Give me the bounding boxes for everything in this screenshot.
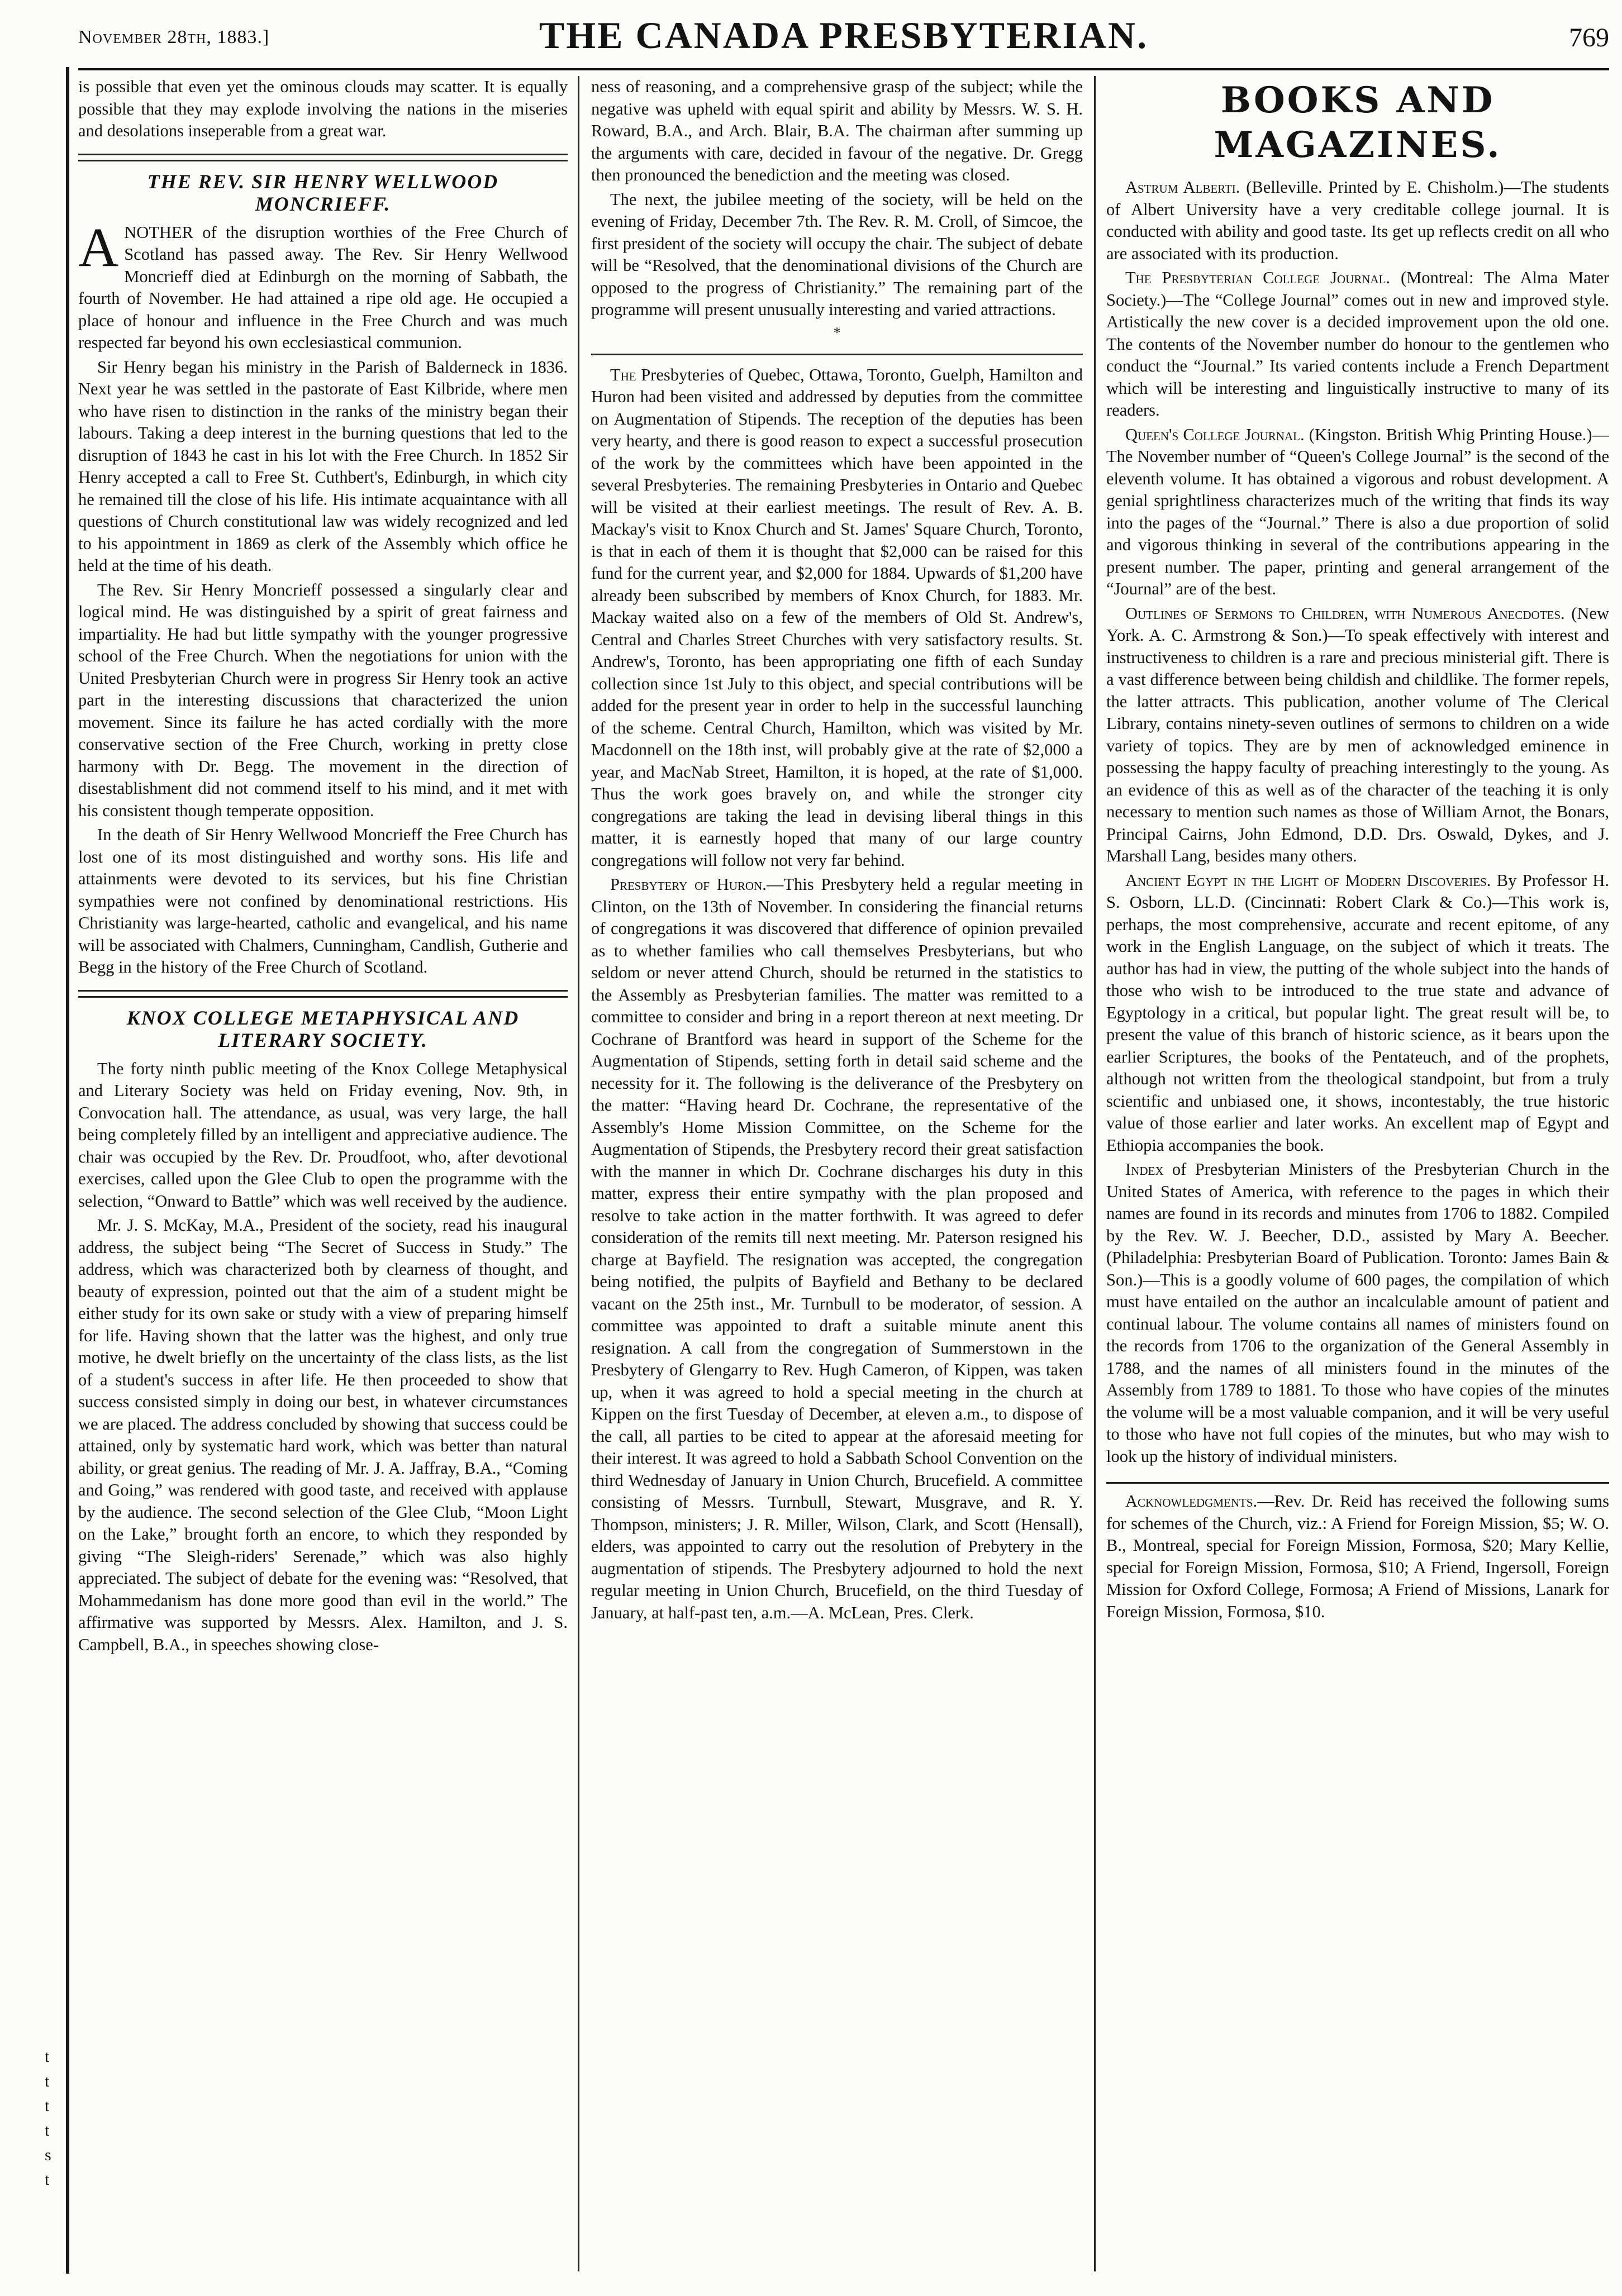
masthead-title: THE CANADA PRESBYTERIAN.: [539, 14, 1149, 56]
margin-mark: t: [45, 2072, 50, 2090]
lead-in: The: [610, 365, 636, 384]
margin-mark: t: [45, 2097, 50, 2115]
article-title-knox-college: KNOX COLLEGE METAPHYSICAL AND LITERARY SOCIETY.: [126, 1006, 520, 1051]
article-paragraph: Mr. J. S. McKay, M.A., President of the society, read his inaugural address, the subject being “The Secret of Success in Study.” The address, which was characterized both by clearness of thought, and beauty of expression, pointed out that the aim of a student might be either study for its own sake or study with a view of preparing himself for life. Having shown that the latter was the highest, and only true motive, he dwelt briefly on the uncertainty of the class lists, as the list of a student's success in after life. He then proceeded to show that success consisted simply in doing our best, in whatever circumstances we are placed. The address concluded by showing that success could be attained, only by systematic hard work, which was better than natural ability, or great genius. The reading of Mr. J. A. Jaffray, B.A., “Coming and Going,” was rendered with good taste, and received with applause by the audience. The second selection of the Glee Club, “Moon Light on the Lake,” brought forth an encore, to which they responded by giving “The Sleigh-riders' Serenade,” which was also highly appreciated. The subject of debate for the evening was: “Resolved, that Mohammedanism has done more good than evil in the world.” The affirmative was supported by Messrs. Alex. Hamilton, and J. S. Campbell, B.A., in speeches showing close-: [78, 1216, 568, 1654]
column-right: [1106, 76, 1609, 2271]
article-paragraph: [78, 216, 568, 354]
acknowledgments-text: —Rev. Dr. Reid has received the following sums for schemes of the Church, viz.: A Friend for Foreign Mission, $5; W. O. B., Montreal, special for Foreign Mission, Formosa, $20; Mary Kellie, special for Foreign Mission, Formosa, $10; A Friend, Ingersoll, Foreign Mission for Oxford College, Formosa; A Friend of Missions, Lanark for Foreign Mission, Formosa, $10.: [1106, 1492, 1609, 1621]
acknowledgments-paragraph: [1106, 1490, 1609, 1623]
paragraph-text: —This Presbytery held a regular meeting in Clinton, on the 13th of November. In considering the financial returns of congregations it was discovered that difference of opinion prevailed as to whether families who call themselves Presbyterians, but who seldom or never attend Church, should be returned in the statistics to the Assembly as Presbyterian families. The matter was remitted to a committee to consider and bring in a report thereon at next meeting. Dr Cochrane of Brantford was heard in support of the Scheme for the Augmentation of Stipends, setting forth in detail said scheme and the necessity for it. The following is the deliverance of the Presbytery on the matter: “Having heard Dr. Cochrane, the representative of the Assembly's Home Mission Committee, on the Scheme for the Augmentation of Stipends, the Presbytery record their great satisfaction with the manner in which Dr. Cochrane discharges his duty in this matter, express their entire sympathy with the plan proposed and resolve to take action in the matter forthwith. It was agreed to defer consideration of the remits till next meeting. Mr. Paterson resigned his charge at Bayfield. The resignation was accepted, the congregation being notified, the pulpits of Bayfield and Bethany to be declared vacant on the 25th inst., Mr. Turnbull to be moderator, of session. A committee was appointed to draft a suitable minute anent this resignation. A call from the congregation of Summerstown in the Presbytery of Glengarry to Rev. Hugh Cameron, of Kippen, was taken up, when it was agreed to hold a special meeting in the church at Kippen on the first Tuesday of December, at eleven a.m., to dispose of the call, all parties to be cited to appear at the aforesaid meeting for their interest. It was agreed to hold a Sabbath School Convention on the third Wednesday of January in Union Church, Brucefield. A committee consisting of Messrs. Turnbull, Stewart, Musgrave, and R. Y. Thompson, ministers; J. R. Miller, Wilson, Clark, and Scott (Hensall), elders, was appointed to carry out the resolution of Prebytery in the augmentation of stipends. The Presbytery adjourned to hold the next regular meeting in Union Church, Brucefield, on the third Tuesday of January, at half-past ten, a.m.—A. McLean, Pres. Clerk.: [591, 875, 1083, 1622]
margin-marks: [45, 2045, 51, 2192]
review-text: (Kingston. British Whig Printing House.)—The November number of “Queen's College Journal” is the second of the eleventh volume. It has obtained a vigorous and robust development. A genial sprightliness characterizes much of the writing that finds its way into the pages of the “Journal.” There is also a due proportion of solid and vigorous thinking in several of the contributions appearing in the present number. The paper, printing and general arrangement of the “Journal” are of the best.: [1106, 425, 1609, 598]
header-date: November 28th, 1883.]: [78, 27, 270, 47]
column-middle: [591, 76, 1083, 2271]
review-entry: [1106, 424, 1609, 601]
review-text: (Belleville. Printed by E. Chisholm.)—The students of Albert University have a very creditable college journal. It is conducted with ability and good taste. Its get up reflects credit on all who are associated with its production.: [1106, 178, 1609, 263]
article-paragraph: The Rev. Sir Henry Moncrieff possessed a singularly clear and logical mind. He was distinguished by a spirit of great fairness and impartiality. He had but little sympathy with the younger progressive school of the Free Church. When the negotiations for union with the United Presbyterian Church were in progress Sir Henry took an active part in the interesting discussions that characterized the union movement. Since its failure he has acted cordially with the more conservative section of the Free Church, working in pretty close harmony with Dr. Begg. The movement in the direction of disestablishment did not commend itself to his mind, and it met with his consistent though temperate opposition.: [78, 580, 568, 820]
review-title: Astrum Alberti.: [1125, 178, 1240, 197]
section-rule: [591, 354, 1083, 355]
acknowledgments-title: Acknowledgments.: [1125, 1492, 1258, 1511]
article-paragraph: Sir Henry began his ministry in the Parish of Balderneck in 1836. Next year he was settled in the pastorate of East Kilbride, where men who have risen to distinction in the ranks of the ministry began their labours. Taking a deep interest in the burning questions that led to the disruption of 1843 he cast in his lot with the Free Church. In 1852 Sir Henry accepted a call to Free St. Cuthbert's, Edinburgh, in which city he remained till the close of his life. His intimate acquaintance with all questions of Church constitutional law was widely recognized and led to his appointment in 1869 as clerk of the Assembly which office he held at the time of his death.: [78, 357, 568, 575]
binding-edge: [66, 67, 69, 2274]
lead-in: Presbytery of Huron.: [610, 875, 767, 894]
review-entry: [1106, 267, 1609, 422]
article-paragraph: The next, the jubilee meeting of the society, will be held on the evening of Friday, December 7th. The Rev. R. M. Croll, of Simcoe, the first president of the society will occupy the chair. The subject of debate will be “Resolved, that the denominational divisions of the Church are opposed to the progress of Christianity.” The remaining part of the programme will present unusually interesting and varied attractions.: [591, 189, 1083, 319]
section-rule: [78, 154, 568, 161]
article-paragraph: [591, 364, 1083, 872]
review-text: (New York. A. C. Armstrong & Son.)—To speak effectively with interest and instructiveness to children is a rare and precious ministerial gift. There is a vast difference between being childish and childlike. The former repels, the latter attracts. This publication, another volume of The Clerical Library, contains ninety-seven outlines of sermons to children on a wide variety of topics. They are by men of acknowledged eminence in possessing the happy faculty of preaching interestingly to the young. As an evidence of this as well as of the character of the teaching it is only necessary to mention such names as those of William Arnot, the Bonars, Principal Cairns, John Edmond, D.D. Drs. Oswald, Dykes, and J. Marshall Lang, besides many others.: [1106, 603, 1609, 865]
margin-mark: t: [45, 2047, 50, 2066]
column-divider: [578, 76, 579, 2271]
acknowledgments-block: [1106, 1482, 1609, 1623]
review-entry: [1106, 177, 1609, 265]
page-number: 769: [1569, 23, 1609, 53]
review-title: The Presbyterian College Journal.: [1125, 268, 1391, 287]
article-paragraph: The forty ninth public meeting of the Knox College Metaphysical and Literary Society was held on Friday evening, Nov. 9th, in Convocation hall. The attendance, as usual, was very large, the hall being completely filled by an intelligent and appreciative audience. The chair was occupied by the Rev. Dr. Proudfoot, who, after devotional exercises, called upon the Glee Club to open the programme with the selection, “Onward to Battle” which was well received by the audience.: [78, 1059, 568, 1211]
intro-paragraph: is possible that even yet the ominous clouds may scatter. It is equally possible that they may explode involving the nations in the miseries and desolations inseperable from a great war.: [78, 77, 568, 140]
review-text: By Professor H. S. Osborn, LL.D. (Cincinnati: Robert Clark & Co.)—This work is, perhaps, the most comprehensive, accurate and recent epitome, of any work in the English Language, on the subject of which it treats. The author has had in view, the putting of the whole subject into the hands of those who wish to be introduced to the true state and advance of Egyptology in a critical, but popular light. The great result will be, to present the value of this branch of historic science, as it bears upon the earlier Scriptures, the books of the Pentateuch, and of the prophets, although not written from the theological standpoint, but from a truly scientific and unbiased one, it shows, incontestably, the true historic value of those earlier and later works. An excellent map of Egypt and Ethiopia accompanies the book.: [1106, 870, 1609, 1155]
margin-mark: s: [45, 2146, 51, 2164]
column-left: [78, 76, 568, 2271]
review-entry: [1106, 603, 1609, 868]
review-title: Queen's College Journal.: [1125, 425, 1305, 444]
column-divider: [1094, 76, 1096, 2271]
margin-mark: t: [45, 2121, 50, 2140]
paragraph-text: NOTHER of the disruption worthies of the Free Church of Scotland has passed away. The Rev. Sir Henry Wellwood Moncrieff died at Edinburgh on the morning of Sabbath, the fourth of November. He had attained a ripe old age. He occupied a place of honour and influence in the Free Church and was much respected far beyond his own ecclesiastical communion.: [78, 222, 568, 352]
article-paragraph: ness of reasoning, and a comprehensive grasp of the subject; while the negative was upheld with equal spirit and ability by Messrs. W. S. H. Roward, B.A., and Arch. Blair, B.A. The chairman after summing up the arguments with care, decided in favour of the negative. Dr. Gregg then pronounced the benediction and the meeting was closed.: [591, 77, 1083, 184]
books-magazines-heading: BOOKS AND MAGAZINES.: [1214, 79, 1502, 166]
page-header: [78, 10, 1609, 66]
review-entry: [1106, 1159, 1609, 1468]
review-text: of Presbyterian Ministers of the Presbyterian Church in the United States of America, with reference to the pages in which their names are found in its records and minutes from 1706 to 1882. Compiled by the Rev. W. J. Beecher, D.D., assisted by Mary A. Beecher. (Philadelphia: Presbyterian Board of Publication. Toronto: James Bain & Son.)—This is a goodly volume of 600 pages, the compilation of which must have entailed on the author an incalculable amount of patient and continual labour. The volume contains all names of ministers found on the records from 1706 to the organization of the General Assembly in 1788, and the names of all ministers found in the minutes of the Assembly from 1789 to 1881. To those who have copies of the minutes the volume will be a most valuable companion, and it will be very useful to those who have not full copies of the minutes, but who may wish to look up the history of individual ministers.: [1106, 1160, 1609, 1466]
article-paragraph: [591, 874, 1083, 1624]
article-title-moncrieff: THE REV. SIR HENRY WELLWOOD MONCRIEFF.: [147, 170, 499, 215]
review-text: (Montreal: The Alma Mater Society.)—The “College Journal” comes out in new and improved style. Artistically the new cover is a decided improvement upon the old one. The contents of the November number do honour to the gentlemen who conduct the “Journal.” Its varied contents include a French Department which will be interesting and linguistically instructive to many of its readers.: [1106, 268, 1609, 420]
paragraph-text: Presbyteries of Quebec, Ottawa, Toronto, Guelph, Hamilton and Huron had been visited and addressed by deputies from the committee on Augmentation of Stipends. The reception of the deputies has been very hearty, and there is good reason to expect a successful prosecution of the work by the committees which have been appointed in the several Presbyteries. The remaining Presbyteries in Ontario and Quebec will be visited at their earliest meetings. The result of Rev. A. B. Mackay's visit to Knox Church and St. James' Square Church, Toronto, is that in each of them it is thought that $2,000 can be raised for this fund for the current year, and $2,000 for 1884. Upwards of $1,200 have already been subscribed by members of Knox Church, for 1883. Mr. Mackay waited also on a few of the members of Old St. Andrew's, Central and Charles Street Churches with very satisfactory results. St. Andrew's, Toronto, has been appropriating one fifth of each Sunday collection since 1st July to this object, and special contributions will be added for the present year in order to help in the successful launching of the scheme. Central Church, Hamilton, which was visited by Mr. Macdonnell on the 18th inst, will probably give at the rate of $2,000 a year, and MacNab Street, Hamilton, it is hoped, at the rate of $1,000. Thus the work goes bravely on, and while the stronger city congregations are taking the lead in devising liberal things in this matter, it is earnestly hoped that many of our large country congregations will follow not very far behind.: [591, 365, 1083, 870]
section-divider-star: *: [833, 324, 841, 341]
article-paragraph: In the death of Sir Henry Wellwood Moncrieff the Free Church has lost one of its most distinguished and worthy sons. His life and attainments were devoted to its services, but his fine Christian sympathies were not confined by denominational restrictions. His Christianity was large-hearted, catholic and evangelical, and his name will be associated with Chalmers, Cunningham, Candlish, Gutherie and Begg in the history of the Free Church of Scotland.: [78, 825, 568, 976]
review-title: Index: [1125, 1160, 1164, 1179]
section-rule: [78, 990, 568, 998]
review-title: Outlines of Sermons to Children, with Numerous Anecdotes.: [1125, 603, 1565, 623]
margin-mark: t: [45, 2170, 50, 2189]
review-entry: [1106, 870, 1609, 1157]
drop-cap: A: [78, 216, 119, 278]
header-rule: [78, 68, 1609, 70]
review-title: Ancient Egypt in the Light of Modern Discoveries.: [1125, 870, 1491, 890]
